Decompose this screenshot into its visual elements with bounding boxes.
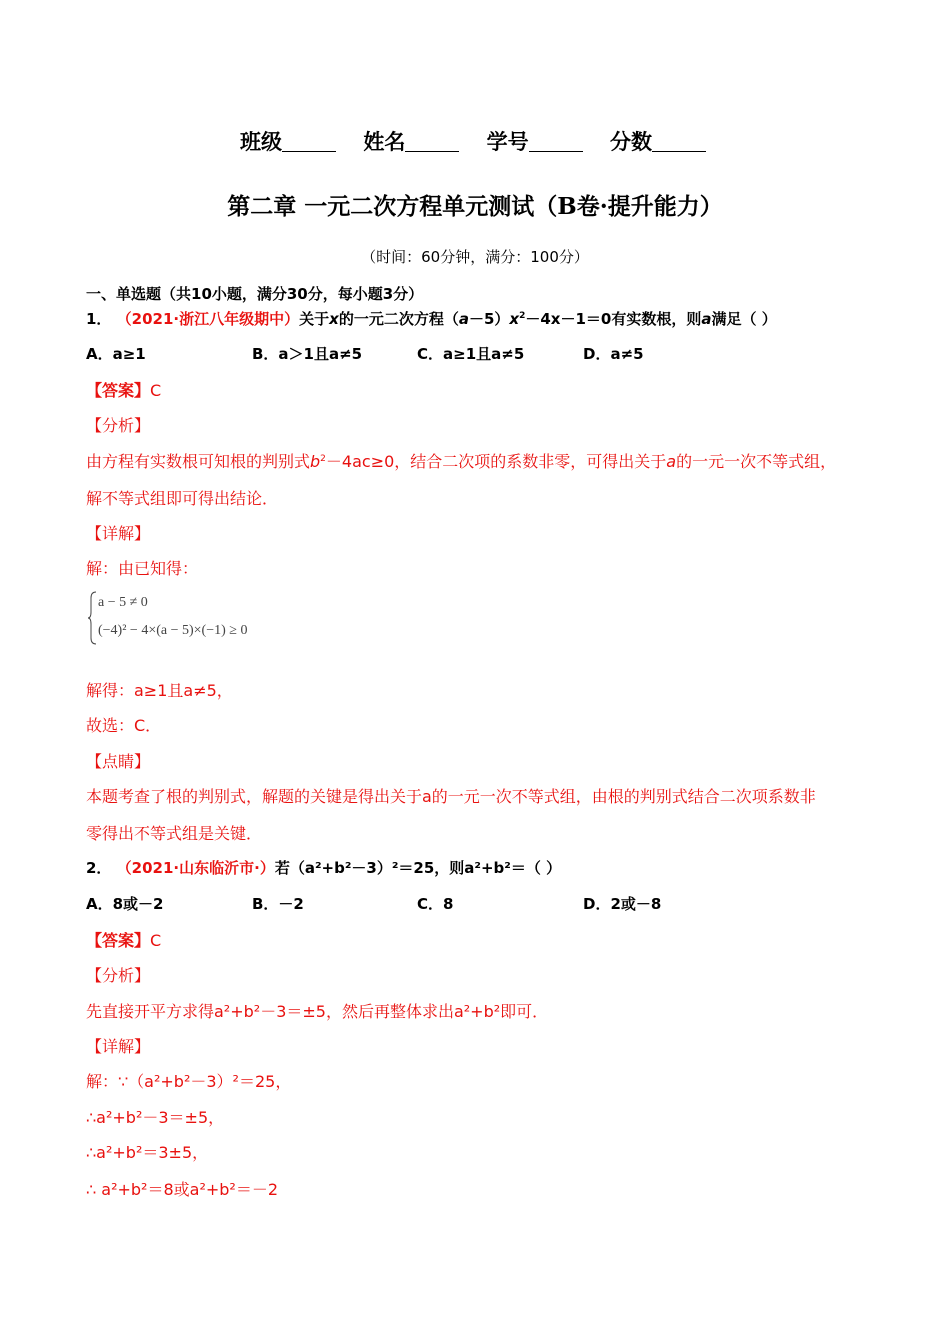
- field-name-blank[interactable]: [405, 131, 459, 152]
- question-1-answer: 【答案】C: [86, 381, 162, 400]
- brace: [88, 592, 96, 644]
- field-score-blank[interactable]: [652, 131, 706, 152]
- page-subtitle: （时间：60分钟，满分：100分）: [361, 248, 589, 266]
- option-d[interactable]: D．2或－8: [583, 895, 662, 913]
- question-1-stem: 1． （2021·浙江八年级期中）关于x的一元二次方程$(a-5)x^2-4x-1=0$有实数根，则a满足（ ）: [86, 310, 777, 328]
- section-title: 一、单选题（共10小题，满分30分，每小题3分）: [86, 285, 424, 303]
- question-2-step-3: ∴a²+b²＝3±5，: [86, 1143, 209, 1162]
- field-class: 班级: [240, 130, 283, 154]
- question-1-analysis-cont: 解不等式组即可得出结论．: [86, 489, 279, 508]
- field-id: 学号: [486, 130, 529, 154]
- question-2-options: [86, 893, 786, 913]
- question-2-step-1: 解：∵（a²+b²－3）²＝25，: [86, 1072, 292, 1091]
- question-1-detail: 解：由已知得：: [86, 559, 199, 578]
- question-1-source: （2021·浙江八年级期中）: [116, 310, 300, 328]
- question-1-comment-label: 【点睛】: [86, 752, 151, 771]
- option-c[interactable]: C．8: [417, 895, 454, 913]
- question-1-comment: 本题考查了根的判别式，解题的关键是得出关于a的一元一次不等式组，由根的判别式结合二次项系数非: [86, 787, 816, 806]
- field-score: 分数: [609, 130, 652, 154]
- question-2-analysis-label: 【分析】: [86, 966, 151, 985]
- field-id-blank[interactable]: [529, 131, 583, 152]
- option-c[interactable]: C．a≥1且a≠5: [417, 345, 525, 363]
- page-title: 第二章 一元二次方程单元测试（B卷·提升能力）: [227, 193, 723, 220]
- option-b[interactable]: B．a＞1且a≠5: [252, 345, 363, 363]
- question-2-step-2: ∴a²+b²－3＝±5，: [86, 1108, 225, 1127]
- option-b[interactable]: B．－2: [252, 895, 304, 913]
- question-1-detail-label: 【详解】: [86, 524, 151, 543]
- field-name: 姓名: [363, 130, 406, 154]
- field-class-blank[interactable]: [282, 131, 336, 152]
- question-1-solve: 解得：a≥1且a≠5，: [86, 681, 233, 700]
- option-a[interactable]: A．a≥1: [86, 345, 146, 363]
- question-2-step-4: ∴ a²+b²＝8或a²+b²＝－2: [86, 1180, 279, 1199]
- question-2-detail-label: 【详解】: [86, 1037, 151, 1056]
- question-2-stem: 2． （2021·山东临沂市·）若（a²+b²－3）²＝25，则a²+b²＝（ ）: [86, 859, 562, 877]
- option-d[interactable]: D．a≠5: [583, 345, 644, 363]
- question-2-answer: 【答案】C: [86, 931, 162, 950]
- question-1-comment-cont: 零得出不等式组是关键．: [86, 824, 263, 843]
- system-line-1: a − 5 ≠ 0: [98, 595, 148, 610]
- question-1-analysis-label: 【分析】: [86, 416, 151, 435]
- question-1-options: [86, 343, 786, 363]
- system-line-2: (−4)² − 4×(a − 5)×(−1) ≥ 0: [98, 623, 248, 638]
- question-2-analysis: 先直接开平方求得a²+b²－3＝±5，然后再整体求出a²+b²即可．: [86, 1002, 549, 1021]
- question-2-source: （2021·山东临沂市·）: [116, 859, 275, 877]
- student-info-fields: [0, 126, 950, 156]
- option-a[interactable]: A．8或－2: [86, 895, 164, 913]
- inequality-system: [88, 588, 318, 648]
- question-1-analysis: 由方程有实数根可知根的判别式$b^2-4ac\ge 0$，结合二次项的系数非零，可得出关于a的一元一次不等式组，: [86, 452, 837, 471]
- question-1-choose: 故选：C．: [86, 716, 162, 735]
